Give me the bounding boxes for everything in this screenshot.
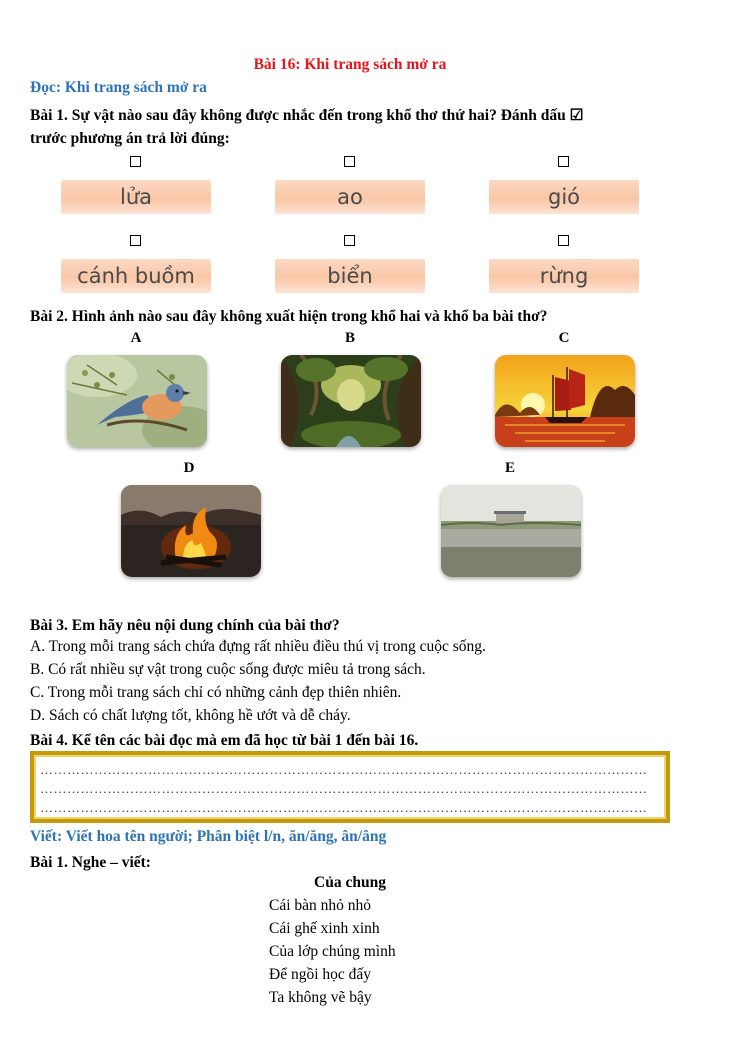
checkbox-option-2[interactable] [344,156,355,167]
image-label-d: D [183,460,195,476]
checkbox-option-3[interactable] [558,156,569,167]
page-title: Bài 16: Khi trang sách mở ra [253,56,447,73]
forest-photo[interactable] [281,355,421,447]
image-label-e: E [504,460,515,476]
bird-photo[interactable] [67,355,207,447]
ex3-question: Bài 3. Em hãy nêu nội dung chính của bài thơ? [30,617,340,634]
writing-ex1-heading: Bài 1. Nghe – viết: [30,854,151,871]
ex3-option-d: D. Sách có chất lượng tốt, không hề ướt và dễ cháy. [30,707,351,724]
image-label-c: C [558,330,570,346]
poem-line-4: Để ngồi học đấy [269,966,372,983]
poem-line-1: Cái bàn nhỏ nhỏ [269,897,372,914]
writing-section-heading: Viết: Viết hoa tên người; Phân biệt l/n, ăn/ăng, ân/âng [30,828,387,845]
checkbox-option-6[interactable] [558,235,569,246]
checkbox-option-4[interactable] [130,235,141,246]
sailboat-photo[interactable] [495,355,635,447]
option-card-6: rừng [489,259,639,293]
option-card-4: cánh buồm [61,259,211,293]
image-label-b: B [344,330,355,346]
poem-line-3: Của lớp chúng mình [269,943,396,960]
ex1-question-line1: Bài 1. Sự vật nào sau đây không được nhắc đến trong khổ thơ thứ hai? Đánh dấu ☑ [30,107,584,124]
fire-photo[interactable] [121,485,261,577]
answer-line-3[interactable]: ……………………………………………………………………………………………………………………… [40,800,648,815]
answer-line-2[interactable]: ……………………………………………………………………………………………………………………… [40,781,648,796]
ex1-question-line2: trước phương án trả lời đúng: [30,130,230,147]
checkbox-option-5[interactable] [344,235,355,246]
reading-section-heading: Đọc: Khi trang sách mở ra [30,79,207,96]
ex3-option-a: A. Trong mỗi trang sách chứa đựng rất nhiều điều thú vị trong cuộc sống. [30,638,486,655]
ex4-question: Bài 4. Kể tên các bài đọc mà em đã học từ bài 1 đến bài 16. [30,732,419,749]
poem-line-2: Cái ghế xinh xinh [269,920,380,937]
option-card-3: gió [489,180,639,214]
option-card-1: lửa [61,180,211,214]
answer-line-1[interactable]: ……………………………………………………………………………………………………………………… [40,762,648,777]
poem-line-5: Ta không vẽ bậy [269,989,372,1006]
ex3-option-b: B. Có rất nhiều sự vật trong cuộc sống được miêu tả trong sách. [30,661,426,678]
option-card-5: biển [275,259,425,293]
checkbox-option-1[interactable] [130,156,141,167]
pond-photo[interactable] [441,485,581,577]
ex2-question: Bài 2. Hình ảnh nào sau đây không xuất hiện trong khổ hai và khổ ba bài thơ? [30,308,548,325]
poem-title: Của chung [314,874,386,891]
image-label-a: A [130,330,142,346]
ex3-option-c: C. Trong mỗi trang sách chỉ có những cảnh đẹp thiên nhiên. [30,684,402,701]
option-card-2: ao [275,180,425,214]
